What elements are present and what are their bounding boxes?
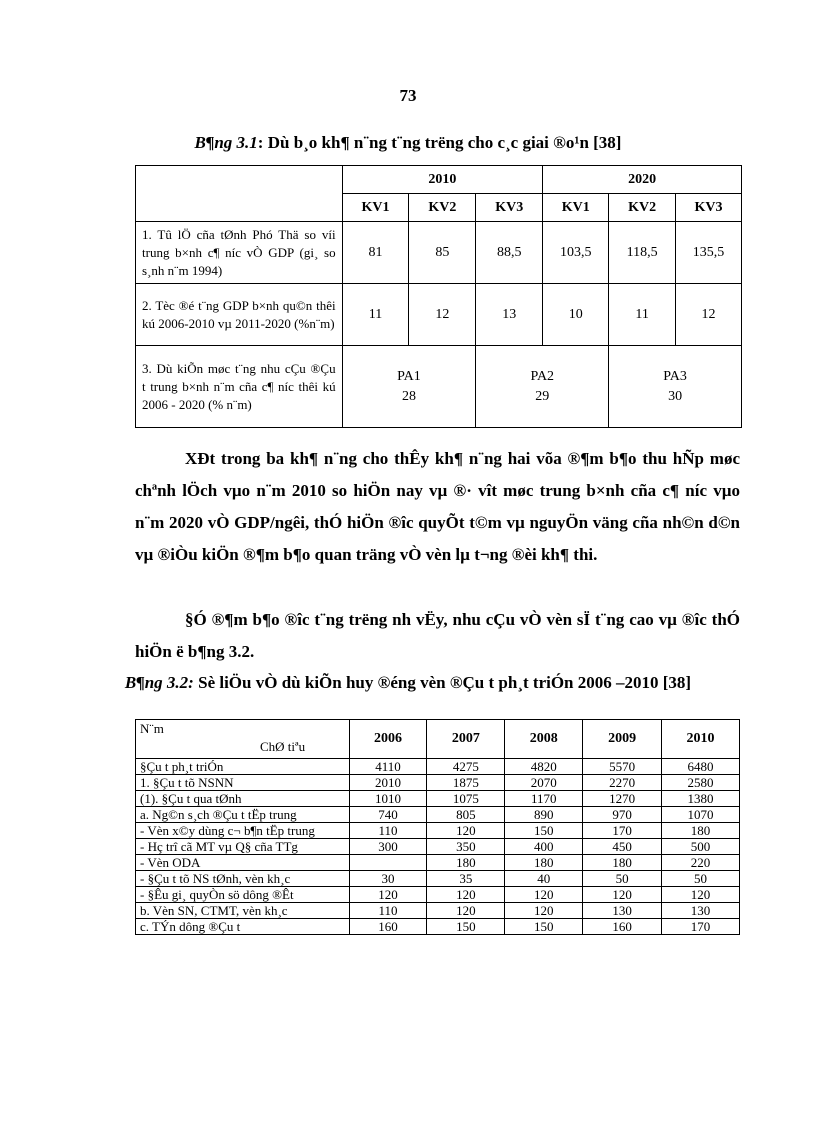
value-cell: 170 bbox=[583, 823, 662, 839]
value-cell: 350 bbox=[427, 839, 505, 855]
row-label: - Vèn ODA bbox=[136, 855, 350, 871]
table1-cell: 11 bbox=[342, 284, 409, 346]
body-paragraph bbox=[135, 443, 740, 571]
header-year-label: N¨m bbox=[140, 721, 164, 736]
value-cell: 130 bbox=[583, 903, 662, 919]
table1-cell: 12 bbox=[676, 284, 742, 346]
value-cell: 890 bbox=[505, 807, 583, 823]
row-label: (1). §Çu t qua tØnh bbox=[136, 791, 350, 807]
table-row bbox=[136, 903, 740, 919]
capital-mobilization-table bbox=[135, 719, 740, 935]
paragraph-text: XÐt trong ba kh¶ n¨ng cho thÊy kh¶ n¨ng hai võa ®¶m b¶o thu hÑp møc chªnh lÖch vµo n¨m 2010 so hiÖn nay vµ ®· vît møc trung b×nh cña c¶ níc vµo n¨m 2020 vÒ GDP/ngêi, thÓ hiÖn ®îc quyÕt t©m vµ nguyÖn väng cña nh©n d©n vµ ®iÒu kiÖn ®¶m b¶o quan träng vÒ vèn lµ t¬ng ®èi kh¶ thi. bbox=[135, 449, 740, 564]
value-cell: 160 bbox=[349, 919, 427, 935]
value-cell: 220 bbox=[662, 855, 740, 871]
value-cell: 150 bbox=[505, 919, 583, 935]
value-cell: 110 bbox=[349, 903, 427, 919]
value-cell: 180 bbox=[583, 855, 662, 871]
table1-cell: 118,5 bbox=[609, 222, 676, 284]
row-label: c. TÝn dông ®Çu t bbox=[136, 919, 350, 935]
value-cell: 120 bbox=[505, 903, 583, 919]
scenario-cell bbox=[342, 346, 476, 428]
table2-year-header: 2006 bbox=[349, 720, 427, 759]
value-cell: 170 bbox=[662, 919, 740, 935]
scenario-value: 28 bbox=[401, 388, 416, 404]
value-cell: 2070 bbox=[505, 775, 583, 791]
value-cell: 1380 bbox=[662, 791, 740, 807]
value-cell: 6480 bbox=[662, 759, 740, 775]
value-cell: 35 bbox=[427, 871, 505, 887]
value-cell: 120 bbox=[505, 887, 583, 903]
value-cell: 120 bbox=[583, 887, 662, 903]
value-cell: 1875 bbox=[427, 775, 505, 791]
table1-cell: 13 bbox=[476, 284, 543, 346]
table2-caption-label: B¶ng 3.2: bbox=[124, 673, 194, 692]
value-cell: 50 bbox=[662, 871, 740, 887]
row-label: - §Çu t tõ NS tØnh, vèn kh¸c bbox=[136, 871, 350, 887]
value-cell: 2270 bbox=[583, 775, 662, 791]
row-label: 1. §Çu t tõ NSNN bbox=[136, 775, 350, 791]
value-cell: 50 bbox=[583, 871, 662, 887]
value-cell: 150 bbox=[427, 919, 505, 935]
value-cell: 740 bbox=[349, 807, 427, 823]
value-cell: 1075 bbox=[427, 791, 505, 807]
table-row bbox=[136, 775, 740, 791]
table1-year-header: 2010 bbox=[342, 166, 543, 194]
table1-row-desc: 3. Dù kiÕn møc t¨ng nhu cÇu ®Çu t trung b×nh n¨m cña c¶ níc thêi kú 2006 - 2020 (% n¨m) bbox=[136, 346, 343, 428]
value-cell: 150 bbox=[505, 823, 583, 839]
value-cell: 40 bbox=[505, 871, 583, 887]
table-row bbox=[136, 919, 740, 935]
table2-corner-header bbox=[136, 720, 350, 759]
value-cell: 180 bbox=[427, 855, 505, 871]
scenario-value: 29 bbox=[535, 388, 550, 404]
value-cell bbox=[349, 855, 427, 871]
value-cell: 1070 bbox=[662, 807, 740, 823]
value-cell: 130 bbox=[662, 903, 740, 919]
scenario-cell bbox=[609, 346, 742, 428]
value-cell: 1170 bbox=[505, 791, 583, 807]
table1-subheader: KV3 bbox=[676, 194, 742, 222]
table-row bbox=[136, 759, 740, 775]
value-cell: 120 bbox=[427, 887, 505, 903]
table1-cell: 10 bbox=[543, 284, 609, 346]
body-paragraph bbox=[135, 604, 740, 668]
value-cell: 400 bbox=[505, 839, 583, 855]
table-row bbox=[136, 855, 740, 871]
table2-caption-text: Sè liÖu vÒ dù kiÕn huy ®éng vèn ®Çu t ph¸t triÓn 2006 –2010 [38] bbox=[193, 673, 692, 692]
header-indicator-label: ChØ tiªu bbox=[260, 739, 306, 754]
row-label: a. Ng©n s¸ch ®Çu t tËp trung bbox=[136, 807, 350, 823]
value-cell: 805 bbox=[427, 807, 505, 823]
value-cell: 180 bbox=[662, 823, 740, 839]
table1-subheader: KV1 bbox=[543, 194, 609, 222]
table1-caption-label: B¶ng 3.1 bbox=[194, 133, 258, 152]
table-row bbox=[136, 791, 740, 807]
value-cell: 120 bbox=[427, 903, 505, 919]
table1-subheader: KV2 bbox=[609, 194, 676, 222]
value-cell: 4275 bbox=[427, 759, 505, 775]
table2-year-header: 2007 bbox=[427, 720, 505, 759]
value-cell: 500 bbox=[662, 839, 740, 855]
table-row bbox=[136, 887, 740, 903]
row-label: - Vèn x©y dùng c¬ b¶n tËp trung bbox=[136, 823, 350, 839]
page-number: 73 bbox=[399, 86, 417, 105]
table1-row-desc: 1. Tû lÖ cña tØnh Phó Thä so víi trung b×nh c¶ níc vÒ GDP (gi¸ so s¸nh n¨m 1994) bbox=[136, 222, 343, 284]
table1-cell: 103,5 bbox=[543, 222, 609, 284]
table1-subheader: KV2 bbox=[409, 194, 476, 222]
scenario-cell bbox=[476, 346, 609, 428]
scenario-name: PA1 bbox=[397, 368, 421, 384]
table1-cell: 11 bbox=[609, 284, 676, 346]
table1-cell: 85 bbox=[409, 222, 476, 284]
table1-cell: 12 bbox=[409, 284, 476, 346]
table-row bbox=[136, 839, 740, 855]
table1-caption bbox=[0, 133, 816, 153]
table-row bbox=[136, 346, 742, 428]
value-cell: 120 bbox=[427, 823, 505, 839]
forecast-table bbox=[135, 165, 742, 428]
value-cell: 120 bbox=[349, 887, 427, 903]
value-cell: 120 bbox=[662, 887, 740, 903]
value-cell: 1010 bbox=[349, 791, 427, 807]
table-row bbox=[136, 284, 742, 346]
row-label: - Hç trî cã MT vµ Q§ cña TTg bbox=[136, 839, 350, 855]
table1-subheader: KV3 bbox=[476, 194, 543, 222]
table1-cell: 135,5 bbox=[676, 222, 742, 284]
value-cell: 160 bbox=[583, 919, 662, 935]
value-cell: 1270 bbox=[583, 791, 662, 807]
row-label: b. Vèn SN, CTMT, vèn kh¸c bbox=[136, 903, 350, 919]
table1-caption-text: : Dù b¸o kh¶ n¨ng t¨ng trëng cho c¸c giai ®o¹n [38] bbox=[257, 133, 622, 152]
table2-year-header: 2008 bbox=[505, 720, 583, 759]
table2-caption bbox=[0, 673, 816, 693]
value-cell: 970 bbox=[583, 807, 662, 823]
scenario-name: PA2 bbox=[530, 368, 555, 384]
value-cell: 2580 bbox=[662, 775, 740, 791]
table1-year-header: 2020 bbox=[543, 166, 742, 194]
paragraph-text: §Ó ®¶m b¶o ®îc t¨ng trëng nh vËy, nhu cÇu vÒ vèn sÏ t¨ng cao vµ ®îc thÓ hiÖn ë b¶ng 3.2. bbox=[135, 610, 740, 661]
table2-year-header: 2010 bbox=[662, 720, 740, 759]
table-row bbox=[136, 222, 742, 284]
value-cell: 4110 bbox=[349, 759, 427, 775]
value-cell: 300 bbox=[349, 839, 427, 855]
value-cell: 110 bbox=[349, 823, 427, 839]
table1-corner bbox=[136, 166, 343, 222]
row-label: - §Êu gi¸ quyÒn sö dông ®Êt bbox=[136, 887, 350, 903]
table-row bbox=[136, 871, 740, 887]
value-cell: 5570 bbox=[583, 759, 662, 775]
value-cell: 450 bbox=[583, 839, 662, 855]
table2-year-header: 2009 bbox=[583, 720, 662, 759]
value-cell: 2010 bbox=[349, 775, 427, 791]
value-cell: 30 bbox=[349, 871, 427, 887]
scenario-value: 30 bbox=[668, 388, 683, 404]
table-row bbox=[136, 823, 740, 839]
value-cell: 4820 bbox=[505, 759, 583, 775]
table1-row-desc: 2. Tèc ®é t¨ng GDP b×nh qu©n thêi kú 2006-2010 vµ 2011-2020 (%n¨m) bbox=[136, 284, 343, 346]
table1-subheader: KV1 bbox=[342, 194, 409, 222]
scenario-name: PA3 bbox=[663, 368, 687, 384]
value-cell: 180 bbox=[505, 855, 583, 871]
row-label: §Çu t ph¸t triÓn bbox=[136, 759, 350, 775]
table-row bbox=[136, 807, 740, 823]
table1-cell: 81 bbox=[342, 222, 409, 284]
table1-cell: 88,5 bbox=[476, 222, 543, 284]
